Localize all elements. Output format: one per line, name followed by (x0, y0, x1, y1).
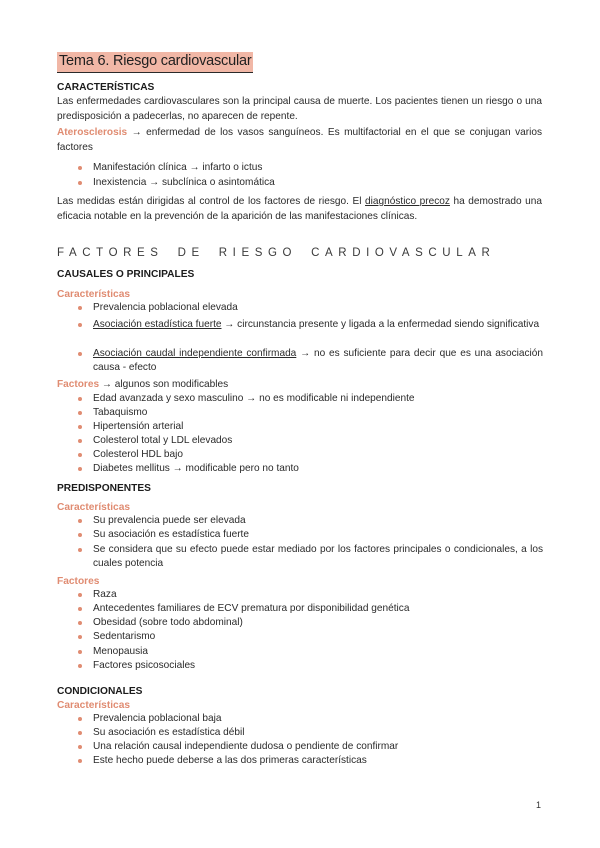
list-item: Inexistencia → subclínica o asintomática (93, 176, 543, 190)
section-title-word: DE (177, 247, 205, 259)
asociacion-fuerte-term: Asociación estadística fuerte (93, 319, 222, 330)
medidas-paragraph (57, 195, 542, 224)
aterosclerosis-paragraph (57, 126, 542, 155)
list-item: Diabetes mellitus → modificable pero no tanto (93, 462, 543, 476)
section-title-word: FACTORES (57, 247, 164, 259)
list-item: Prevalencia poblacional elevada (93, 301, 543, 315)
list-item: Su asociación es estadística fuerte (93, 528, 543, 542)
page-number: 1 (536, 800, 542, 810)
asociacion-causal-term: Asociación caudal independiente confirmada (93, 348, 297, 359)
section-title-word: RIESGO (218, 247, 298, 259)
list-item (93, 347, 543, 376)
aterosclerosis-term: Aterosclerosis (57, 127, 128, 138)
factores-causales-line (57, 378, 542, 393)
medidas-pre: Las medidas están dirigidas al control de los factores de riesgo. El (57, 196, 366, 207)
list-item: Sedentarismo (93, 630, 543, 644)
list-item: Obesidad (sobre todo abdominal) (93, 616, 543, 630)
section-title-word: CARDIOVASCULAR (311, 247, 496, 259)
list-item: Menopausia (93, 645, 543, 659)
diagnostico-precoz: diagnóstico precoz (365, 196, 450, 207)
heading-condicionales: CONDICIONALES (57, 686, 143, 697)
list-item: Tabaquismo (93, 406, 543, 420)
list-item: Hipertensión arterial (93, 420, 543, 434)
medidas-post: ha demostrado una eficacia notable en la prevención de la aparición de las manifestaciones clínicas. (57, 196, 542, 222)
list-item: Factores psicosociales (93, 659, 543, 673)
list-item: Colesterol HDL bajo (93, 448, 543, 462)
asociacion-fuerte-text: → circunstancia presente y ligada a la enfermedad siendo significativa (221, 319, 540, 330)
intro-paragraph: Las enfermedades cardiovasculares son la principal causa de muerte. Los pacientes tienen un riesgo o una predisposición a padecerlas, no aparecen de repente. (57, 96, 542, 122)
page-title: Tema 6. Riesgo cardiovascular (57, 52, 253, 73)
factores-label: Factores (57, 379, 100, 390)
list-item: Se considera que su efecto puede estar mediado por los factores principales o condicionales, a los cuales potencia (93, 543, 543, 572)
list-item: Este hecho puede deberse a las dos primeras características (93, 754, 543, 768)
section-title-factores-riesgo (57, 246, 509, 260)
heading-causales: CAUSALES O PRINCIPALES (57, 269, 195, 280)
factores-text: → algunos son modificables (99, 379, 229, 390)
list-item (93, 318, 543, 332)
list-item: Manifestación clínica → infarto o ictus (93, 161, 543, 175)
subheading-caracteristicas: Características (57, 700, 131, 711)
heading-caracteristicas: CARACTERÍSTICAS (57, 82, 155, 93)
list-item: Su asociación es estadística débil (93, 726, 543, 740)
asociacion-causal-text: → no es suficiente para decir que es una asociación causa - efecto (93, 348, 544, 374)
list-item: Colesterol total y LDL elevados (93, 434, 543, 448)
list-item: Antecedentes familiares de ECV prematura por disponibilidad genética (93, 602, 543, 616)
subheading-caracteristicas: Características (57, 289, 131, 300)
factores-label: Factores (57, 576, 100, 587)
list-item: Edad avanzada y sexo masculino → no es modificable ni independiente (93, 392, 543, 406)
list-item: Raza (93, 588, 543, 602)
list-item: Su prevalencia puede ser elevada (93, 514, 543, 528)
subheading-caracteristicas: Características (57, 502, 131, 513)
list-item: Una relación causal independiente dudosa o pendiente de confirmar (93, 740, 543, 754)
aterosclerosis-text: → enfermedad de los vasos sanguíneos. Es multifactorial en el que se conjugan varios factores (57, 127, 542, 153)
list-item: Prevalencia poblacional baja (93, 712, 543, 726)
heading-predisponentes: PREDISPONENTES (57, 483, 151, 494)
